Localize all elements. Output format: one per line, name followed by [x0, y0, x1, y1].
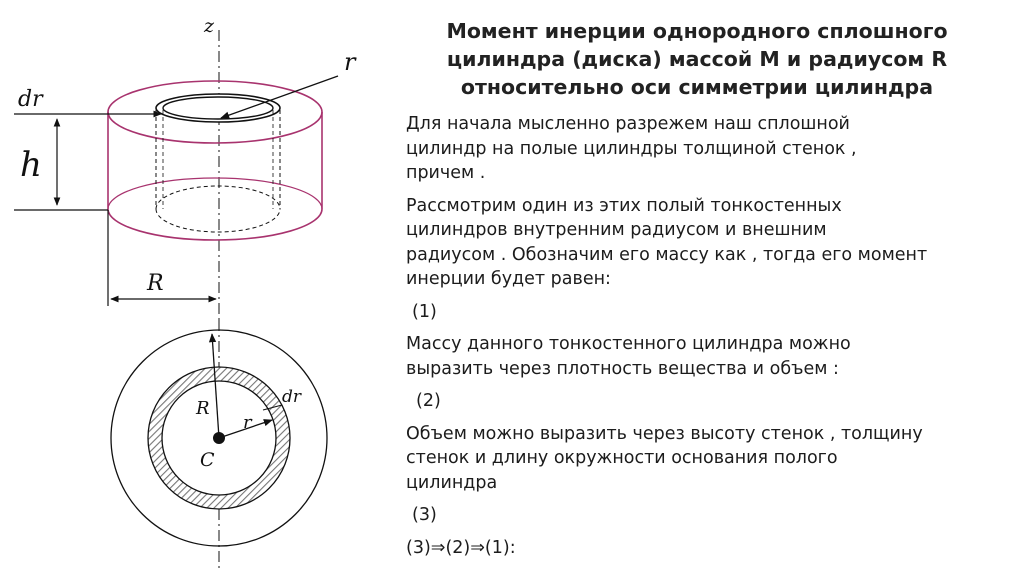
cylinder-3d — [14, 15, 357, 320]
paragraph-volume: Объем можно выразить через высоту стенок , толщину стенок и длину окружности основания полого цилиндра — [406, 423, 923, 493]
title-line-3: относительно оси симметрии цилиндра — [460, 75, 934, 99]
center-label: C — [200, 449, 215, 471]
slide-body — [406, 112, 1006, 560]
title-line-1: Момент инерции однородного сплошного — [446, 19, 948, 43]
cylinder-diagram — [0, 0, 400, 576]
height-label: h — [20, 145, 42, 185]
thickness-label-bottom: dr — [282, 387, 302, 407]
paragraph-mass: Массу данного тонкостенного цилиндра можно выразить через плотность вещества и объем : — [406, 334, 851, 379]
inner-tube — [156, 94, 280, 232]
paragraph-thin-cylinder: Рассмотрим один из этих полый тонкостенных цилиндров внутренним радиусом и внешним радиусом . Обозначим его массу как , тогда его момент инерции будет равен: — [406, 195, 928, 289]
title-line-2: цилиндра (диска) массой M и радиусом R — [446, 47, 948, 71]
cross-section — [111, 320, 327, 570]
outer-radius-label-top: R — [147, 271, 164, 296]
inner-radius-label-bottom: r — [243, 412, 252, 433]
substitution-chain: (3)⇒(2)⇒(1): — [406, 537, 516, 558]
equation-2: (2) — [416, 391, 441, 411]
equation-1: (1) — [412, 301, 437, 322]
equation-3: (3) — [412, 505, 437, 525]
inner-radius-label: r — [344, 48, 356, 76]
slide-title — [392, 17, 1002, 101]
outer-radius-label-bottom: R — [196, 398, 210, 419]
thickness-label: dr — [18, 87, 43, 112]
center-point — [213, 432, 225, 444]
paragraph-slicing: Для начала мысленно разрежем наш сплошной цилиндр на полые цилиндры толщиной стенок , причем . — [406, 114, 857, 183]
z-axis-label: z — [204, 15, 215, 37]
